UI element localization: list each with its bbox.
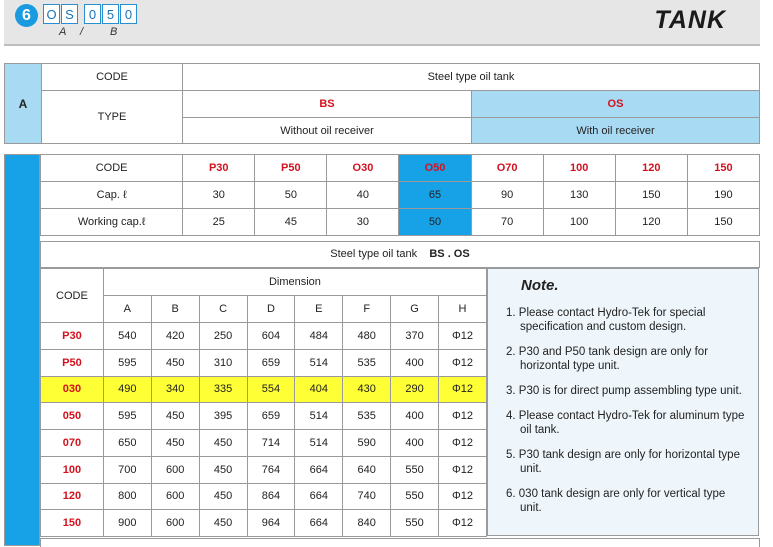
code-label-a: A [59,26,67,38]
dimension-column-header: C [199,296,247,323]
dimension-cell: 740 [343,483,391,510]
dimension-row-code: 100 [41,456,104,483]
capacity-value: 50 [255,182,327,209]
capacity-code: 100 [543,155,615,182]
dimension-column-header: B [151,296,199,323]
dimension-row-code: 030 [41,376,104,403]
dimension-column-header: E [295,296,343,323]
dimension-cell: 550 [391,510,439,537]
dimension-cell: 400 [391,349,439,376]
notes-list [506,306,746,526]
dimension-cell: 664 [295,483,343,510]
capacity-code: 150 [687,155,759,182]
capacity-code: P30 [183,155,255,182]
section-a-type-label: TYPE [42,91,183,144]
capacity-code: O70 [471,155,543,182]
dimension-cell: 490 [103,376,151,403]
note-item: 2. P30 and P50 tank design are only for horizontal type unit. [506,346,709,372]
dimension-cell: 600 [151,456,199,483]
dimension-cell: 535 [343,403,391,430]
dimension-cell: 550 [391,483,439,510]
table-row [41,349,487,376]
dimension-cell: 400 [391,430,439,457]
dimension-cell: 450 [151,430,199,457]
note-item: 4. Please contact Hydro-Tek for aluminum type oil tank. [506,410,745,436]
dimension-row-code: P50 [41,349,104,376]
dimension-heading-text: Steel type oil tank [330,248,418,260]
next-section-edge [40,538,760,547]
dimension-cell: 700 [103,456,151,483]
capacity-label: Cap. ℓ [41,182,183,209]
dimension-cell: 450 [199,430,247,457]
notes-title: Note. [521,277,559,294]
section-a-code-label: CODE [42,64,183,91]
dimension-cell: Φ12 [439,349,487,376]
dimension-code-label: CODE [41,269,104,323]
dimension-cell: 714 [247,430,295,457]
dimension-cell: 604 [247,323,295,350]
capacity-code: P50 [255,155,327,182]
dimension-cell: 554 [247,376,295,403]
dimension-cell: 640 [343,456,391,483]
dimension-cell: 450 [199,483,247,510]
working-capacity-value: 70 [471,209,543,236]
dimension-cell: Φ12 [439,376,487,403]
dimension-cell: 535 [343,349,391,376]
table-row [41,510,487,537]
dimension-cell: Φ12 [439,403,487,430]
dimension-cell: 395 [199,403,247,430]
dimension-heading-codes: BS . OS [429,248,470,260]
dimension-heading [40,241,760,268]
note-item: 6. 030 tank design are only for vertical type unit. [506,488,726,514]
dimension-cell: 430 [343,376,391,403]
dimension-cell: 484 [295,323,343,350]
table-row [41,403,487,430]
dimension-cell: 450 [199,456,247,483]
working-capacity-value: 45 [255,209,327,236]
working-capacity-value: 150 [687,209,759,236]
working-capacity-value: 120 [615,209,687,236]
capacity-value: 150 [615,182,687,209]
dimension-cell: Φ12 [439,510,487,537]
dimension-table [40,268,487,537]
notes-panel [487,268,759,536]
dimension-cell: 450 [151,349,199,376]
dimension-row-code: 120 [41,483,104,510]
dimension-cell: 310 [199,349,247,376]
dimension-cell: 370 [391,323,439,350]
dimension-cell: 290 [391,376,439,403]
section-a-table [4,63,760,144]
capacity-code: O30 [327,155,399,182]
dimension-cell: 420 [151,323,199,350]
dimension-cell: 514 [295,349,343,376]
dimension-group-label: Dimension [103,269,486,296]
capacity-code-selected: O50 [399,155,471,182]
dimension-column-header: G [391,296,439,323]
dimension-column-header: F [343,296,391,323]
dimension-cell: 590 [343,430,391,457]
dimension-row-code: 070 [41,430,104,457]
type-desc-bs: Without oil receiver [183,118,472,144]
dimension-cell: 514 [295,403,343,430]
dimension-cell: 540 [103,323,151,350]
dimension-row-code: 050 [41,403,104,430]
code-box-3: 0 [84,4,101,24]
dimension-cell: 659 [247,349,295,376]
dimension-cell: 514 [295,430,343,457]
table-row [41,376,487,403]
working-capacity-value: 30 [327,209,399,236]
type-code-os: OS [472,91,760,118]
table-row [41,323,487,350]
dimension-cell: Φ12 [439,430,487,457]
code-label-slash: / [80,26,84,38]
capacity-value-selected: 65 [399,182,471,209]
header-bar [4,0,760,46]
capacity-value: 40 [327,182,399,209]
section-number-badge: 6 [15,4,38,27]
dimension-column-header: D [247,296,295,323]
dimension-row-code: P30 [41,323,104,350]
table-row [41,456,487,483]
dimension-cell: 550 [391,456,439,483]
dimension-cell: 900 [103,510,151,537]
section-b-side-bar [4,154,40,546]
note-item: 5. P30 tank design are only for horizontal type unit. [506,449,740,475]
dimension-column-header: H [439,296,487,323]
dimension-cell: 595 [103,403,151,430]
dimension-cell: 659 [247,403,295,430]
dimension-cell: 480 [343,323,391,350]
dimension-cell: 650 [103,430,151,457]
dimension-cell: 964 [247,510,295,537]
dimension-cell: 800 [103,483,151,510]
dimension-cell: 764 [247,456,295,483]
capacity-code: 120 [615,155,687,182]
working-capacity-value: 100 [543,209,615,236]
dimension-cell: 864 [247,483,295,510]
dimension-cell: 600 [151,483,199,510]
capacity-value: 130 [543,182,615,209]
page-title: TANK [654,6,726,34]
dimension-cell: 595 [103,349,151,376]
capacity-table [40,154,760,236]
dimension-cell: 840 [343,510,391,537]
dimension-cell: 450 [199,510,247,537]
section-a-code-value: Steel type oil tank [183,64,760,91]
dimension-cell: 600 [151,510,199,537]
capacity-value: 90 [471,182,543,209]
working-capacity-value: 25 [183,209,255,236]
type-code-bs: BS [183,91,472,118]
working-capacity-value-selected: 50 [399,209,471,236]
code-box-1: O [43,4,60,24]
dimension-cell: 404 [295,376,343,403]
capacity-code-label: CODE [41,155,183,182]
table-row [41,483,487,510]
dimension-cell: 250 [199,323,247,350]
dimension-cell: Φ12 [439,456,487,483]
table-row [41,430,487,457]
dimension-cell: 664 [295,456,343,483]
capacity-value: 190 [687,182,759,209]
note-item: 1. Please contact Hydro-Tek for special specification and custom design. [506,307,706,333]
code-box-5: 0 [120,4,137,24]
dimension-cell: Φ12 [439,323,487,350]
dimension-cell: 400 [391,403,439,430]
code-box-2: S [61,4,78,24]
dimension-cell: 335 [199,376,247,403]
dimension-cell: 450 [151,403,199,430]
working-capacity-label: Working cap.ℓ [41,209,183,236]
capacity-value: 30 [183,182,255,209]
dimension-cell: 340 [151,376,199,403]
dimension-column-header: A [103,296,151,323]
dimension-row-code: 150 [41,510,104,537]
code-label-b: B [110,26,118,38]
note-item: 3. P30 is for direct pump assembling type unit. [506,385,742,397]
section-a-side-label: A [5,64,42,144]
code-box-4: 5 [102,4,119,24]
dimension-cell: Φ12 [439,483,487,510]
type-desc-os: With oil receiver [472,118,760,144]
dimension-cell: 664 [295,510,343,537]
